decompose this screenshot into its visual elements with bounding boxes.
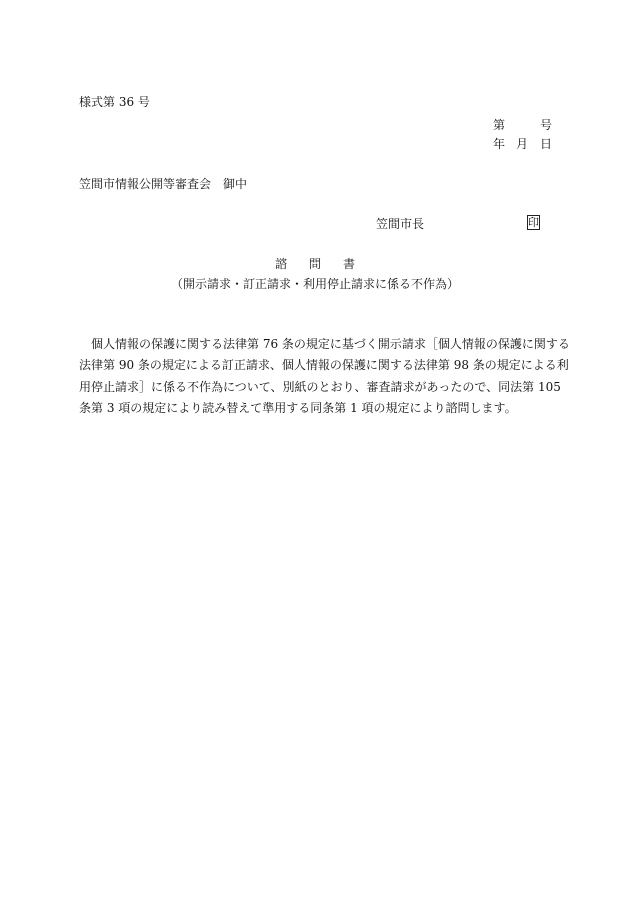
- document-number-suffix: 号: [540, 118, 553, 132]
- body-text-line: 用停止請求］に係る不作為について、別紙のとおり、審査請求があったので、同法第 105: [79, 380, 561, 394]
- addressee: 笠間市情報公開等審査会 御中: [79, 177, 248, 191]
- document-title: 諮問書: [274, 257, 377, 271]
- body-text-line: 条第 3 項の規定により読み替えて準用する同条第 1 項の規定により諮問します。: [79, 401, 517, 415]
- sender: 笠間市長: [376, 217, 425, 231]
- seal-mark: 印: [528, 216, 539, 229]
- document-number-prefix: 第: [493, 118, 506, 132]
- date-month-label: 月: [516, 137, 529, 151]
- date-day-label: 日: [540, 137, 553, 151]
- date-year-label: 年: [493, 137, 506, 151]
- document-subtitle: （開示請求・訂正請求・利用停止請求に係る不作為）: [170, 277, 459, 291]
- form-number: 様式第 36 号: [79, 95, 150, 109]
- body-text-line: 法律第 90 条の規定による訂正請求、個人情報の保護に関する法律第 98 条の規定による利: [79, 358, 569, 372]
- body-text-line: 個人情報の保護に関する法律第 76 条の規定に基づく開示請求［個人情報の保護に関する: [91, 337, 570, 351]
